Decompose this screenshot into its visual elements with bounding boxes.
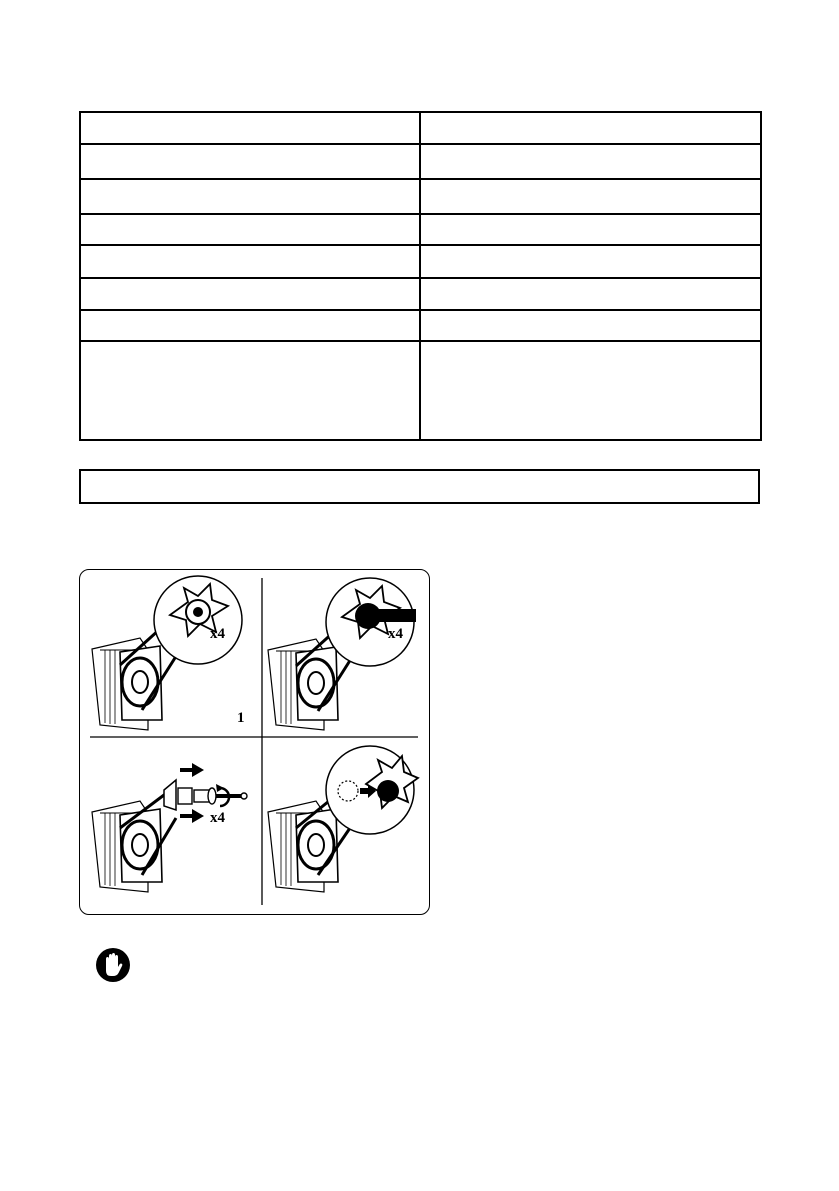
hole-cover-cap [377, 780, 399, 802]
step-number: 1 [237, 710, 245, 726]
arrow-right-icon [180, 763, 204, 777]
magnifier-panel-2 [326, 578, 416, 666]
table-cell [420, 245, 761, 278]
table-cell [420, 179, 761, 214]
table-cell [80, 179, 420, 214]
quantity-label: x4 [210, 810, 225, 826]
table-cell [80, 341, 420, 440]
arrow-right-icon [180, 809, 204, 823]
table-row [80, 144, 761, 179]
table-cell [80, 278, 420, 310]
table-cell [80, 214, 420, 245]
spec-table [79, 111, 762, 441]
table-cell [80, 144, 420, 179]
table-cell [80, 310, 420, 341]
quantity-label: x4 [210, 626, 225, 642]
bolt-removal-detail [164, 763, 247, 823]
magnifier-panel-4 [326, 746, 418, 834]
magnifier-panel-1 [154, 576, 242, 664]
washer-rear-panel-3 [92, 792, 176, 892]
note-box [79, 469, 760, 504]
table-cell [80, 112, 420, 144]
table-cell [420, 310, 761, 341]
table-row [80, 112, 761, 144]
table-row [80, 179, 761, 214]
illustration-drawing [80, 570, 429, 914]
table-cell [420, 214, 761, 245]
table-row [80, 245, 761, 278]
table-row [80, 310, 761, 341]
table-cell [420, 278, 761, 310]
table-row [80, 278, 761, 310]
table-row [80, 214, 761, 245]
table-row [80, 341, 761, 440]
transit-bolt-illustration [79, 569, 430, 915]
table-cell [420, 341, 761, 440]
quantity-label: x4 [388, 626, 403, 642]
hand-stop-icon [95, 947, 131, 983]
table-cell [420, 144, 761, 179]
table-cell [80, 245, 420, 278]
table-cell [420, 112, 761, 144]
